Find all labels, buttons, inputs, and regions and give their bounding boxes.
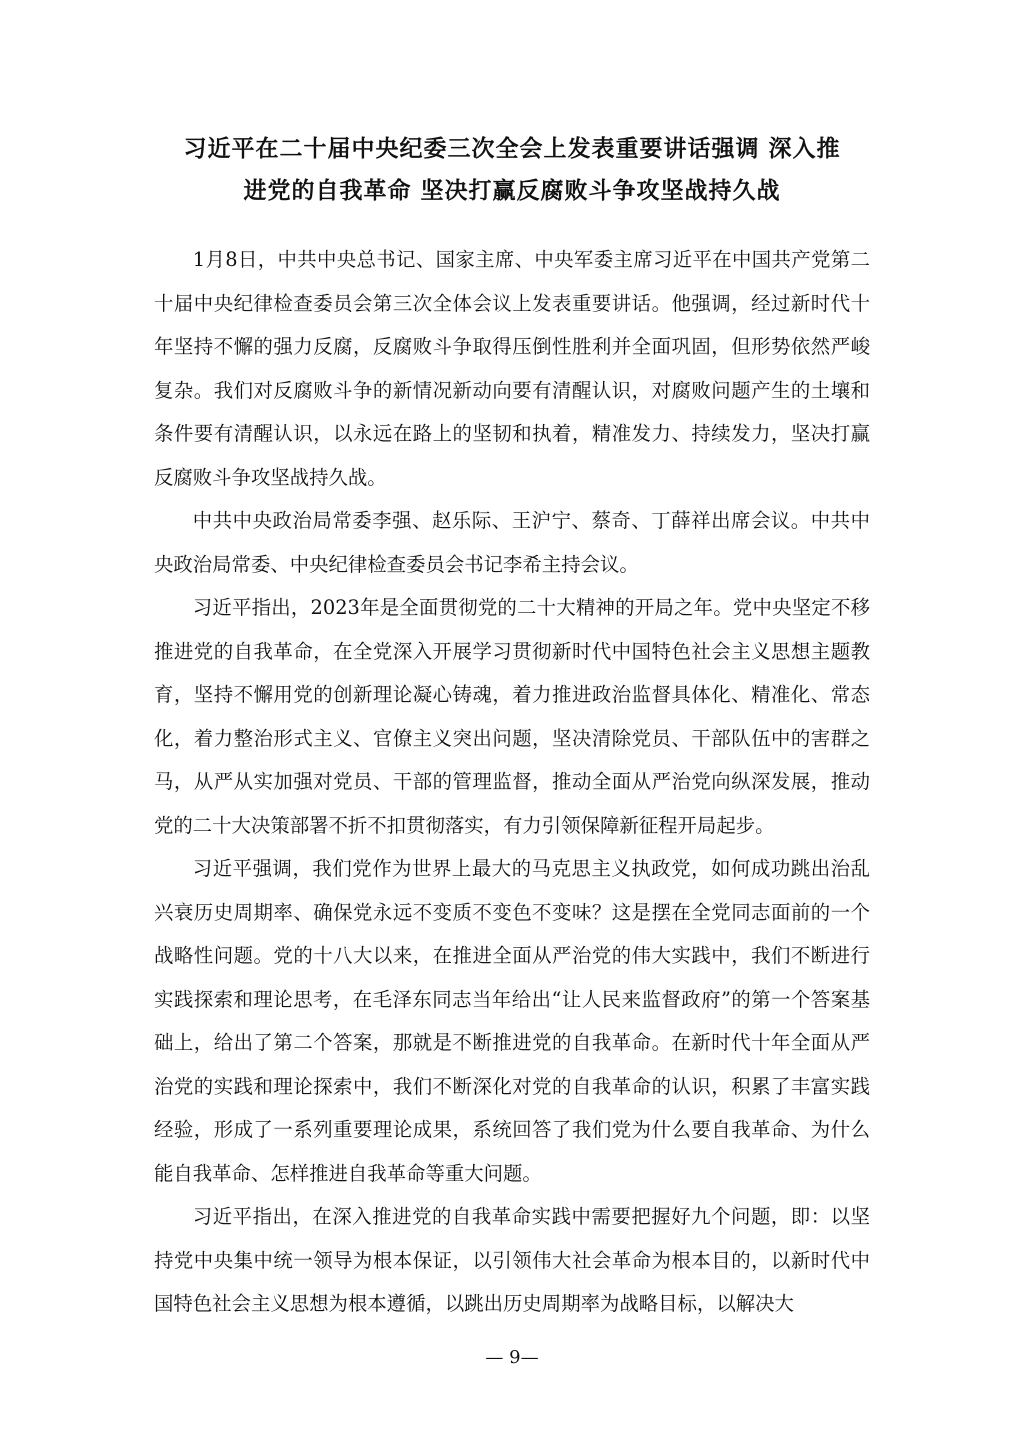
paragraph-2: 中共中央政治局常委李强、赵乐际、王沪宁、蔡奇、丁薛祥出席会议。中共中央政治局常委、中央纪律检查委员会书记李希主持会议。 — [154, 509, 870, 576]
paragraph-4: 习近平强调，我们党作为世界上最大的马克思主义执政党，如何成功跳出治乱兴衰历史周期率、确保党永远不变质不变色不变味？这是摆在全党同志面前的一个战略性问题。党的十八大以来，在推进全面从严治党的伟大实践中，我们不断进行实践探索和理论思考，在毛泽东同志当年给出“让人民来监督政府”的第一个答案基础上，给出了第二个答案，那就是不断推进党的自我革命。在新时代十年全面从严治党的实践和理论探索中，我们不断深化对党的自我革命的认识，积累了丰富实践经验，形成了一系列重要理论成果，系统回答了我们党为什么要自我革命、为什么能自我革命、怎样推进自我革命等重大问题。 — [154, 857, 870, 1185]
page-number: — 9— — [485, 1347, 539, 1368]
paragraph-1: 1月8日，中共中央总书记、国家主席、中央军委主席习近平在中国共产党第二十届中央纪律检查委员会第三次全体会议上发表重要讲话。他强调，经过新时代十年坚持不懈的强力反腐，反腐败斗争取得压倒性胜利并全面巩固，但形势依然严峻复杂。我们对反腐败斗争的新情况新动向要有清醒认识，对腐败问题产生的土壤和条件要有清醒认识，以永远在路上的坚韧和执着，精准发力、持续发力，坚决打赢反腐败斗争攻坚战持久战。 — [154, 248, 870, 489]
paragraph-5: 习近平指出，在深入推进党的自我革命实践中需要把握好九个问题，即：以坚持党中央集中统一领导为根本保证，以引领伟大社会革命为根本目的，以新时代中国特色社会主义思想为根本遵循，以跳出历史周期率为战略目标，以解决大 — [154, 1205, 870, 1315]
title-line-2: 进党的自我革命 坚决打赢反腐败斗争攻坚战持久战 — [243, 178, 781, 204]
article-title — [150, 128, 874, 212]
article-body — [154, 238, 870, 1326]
paragraph-3: 习近平指出，2023年是全面贯彻党的二十大精神的开局之年。党中央坚定不移推进党的自我革命，在全党深入开展学习贯彻新时代中国特色社会主义思想主题教育，坚持不懈用党的创新理论凝心铸魂，着力推进政治监督具体化、精准化、常态化，着力整治形式主义、官僚主义突出问题，坚决清除党员、干部队伍中的害群之马，从严从实加强对党员、干部的管理监督，推动全面从严治党向纵深发展，推动党的二十大决策部署不折不扣贯彻落实，有力引领保障新征程开局起步。 — [154, 596, 870, 837]
title-line-1: 习近平在二十届中央纪委三次全会上发表重要讲话强调 深入推 — [183, 136, 841, 162]
